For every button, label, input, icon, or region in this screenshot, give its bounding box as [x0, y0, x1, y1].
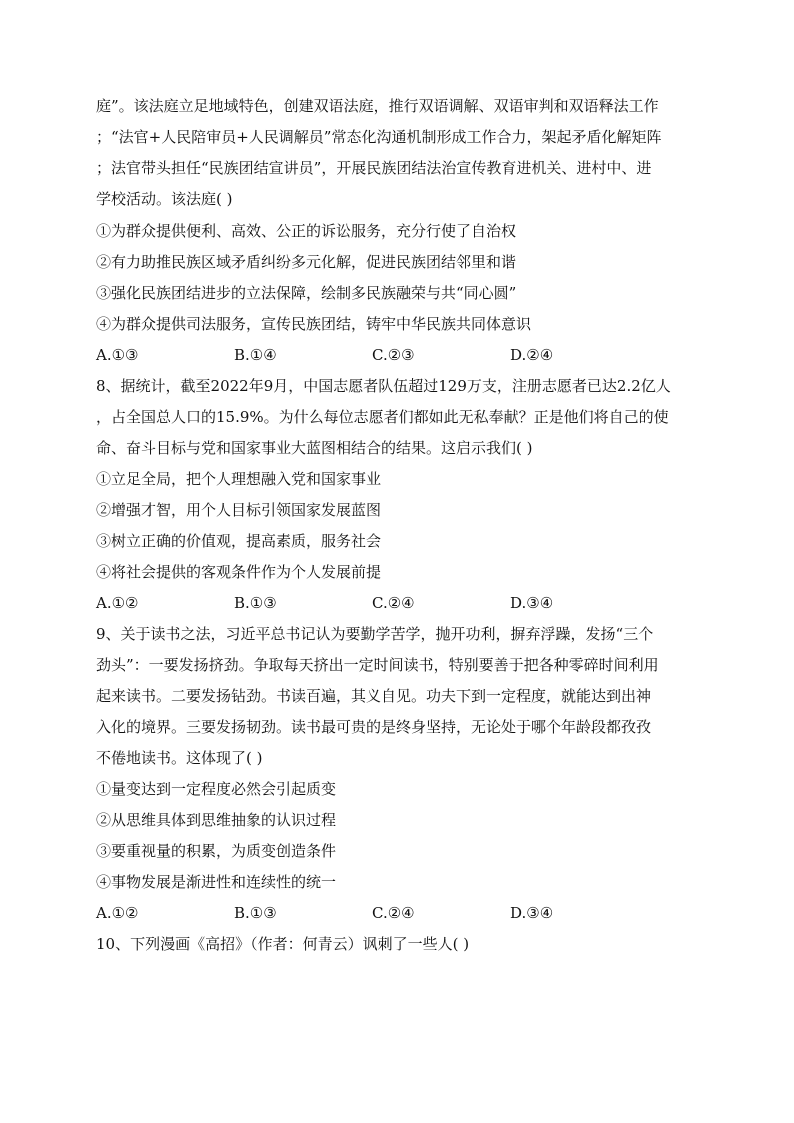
option-b[interactable]: B.①③ — [234, 904, 277, 922]
q8-options — [96, 592, 716, 614]
option-b[interactable]: B.①④ — [234, 346, 277, 364]
q9-statement: ①量变达到一定程度必然会引起质变 — [96, 780, 337, 798]
option-d[interactable]: D.③④ — [510, 594, 554, 612]
q9-stem-line: 起来读书。二要发扬钻劲。书读百遍，其义自见。功夫下到一定程度，就能达到出神 — [96, 687, 652, 705]
q9-stem-line: 入化的境界。三要发扬韧劲。读书最可贵的是终身坚持，无论处于哪个年龄段都孜孜 — [96, 718, 652, 736]
option-c[interactable]: C.②③ — [372, 346, 415, 364]
option-b[interactable]: B.①③ — [234, 594, 277, 612]
q10-stem-line: 10、下列漫画《高招》（作者：何青云）讽刺了一些人( ) — [96, 935, 470, 953]
option-d[interactable]: D.③④ — [510, 904, 554, 922]
q7-statement: ④为群众提供司法服务，宣传民族团结，铸牢中华民族共同体意识 — [96, 315, 532, 333]
q8-stem-line: 命、奋斗目标与党和国家事业大蓝图相结合的结果。这启示我们( ) — [96, 439, 533, 457]
q8-stem-line: ，占全国总人口的15.9%。为什么每位志愿者们都如此无私奉献？正是他们将自己的使 — [96, 408, 669, 426]
q7-stem-line: ；法官带头担任“民族团结宣讲员”，开展民族团结法治宣传教育进机关、进村中、进 — [96, 159, 652, 177]
q8-stem-line: 8、据统计，截至2022年9月，中国志愿者队伍超过129万支，注册志愿者已达2.2亿人 — [96, 377, 671, 395]
q9-statement: ②从思维具体到思维抽象的认识过程 — [96, 811, 337, 829]
q7-statement: ①为群众提供便利、高效、公正的诉讼服务，充分行使了自治权 — [96, 222, 517, 240]
q7-statement: ③强化民族团结进步的立法保障，绘制多民族融荣与共“同心圆” — [96, 284, 517, 302]
q9-stem-line: 9、关于读书之法，习近平总书记认为要勤学苦学，抛开功利，摒弃浮躁，发扬“三个 — [96, 625, 654, 643]
q8-statement: ④将社会提供的客观条件作为个人发展前提 — [96, 563, 382, 581]
q8-statement: ②增强才智，用个人目标引领国家发展蓝图 — [96, 501, 382, 519]
q9-stem-line: 不倦地读书。这体现了( ) — [96, 749, 263, 767]
q7-statement: ②有力助推民族区域矛盾纠纷多元化解，促进民族团结邻里和谐 — [96, 253, 517, 271]
option-a[interactable]: A.①③ — [96, 346, 139, 364]
option-a[interactable]: A.①② — [96, 904, 139, 922]
q7-stem-line: 学校活动。该法庭( ) — [96, 190, 233, 208]
q9-statement: ③要重视量的积累，为质变创造条件 — [96, 842, 337, 860]
option-c[interactable]: C.②④ — [372, 904, 415, 922]
option-d[interactable]: D.②④ — [510, 346, 554, 364]
q7-stem-line: ；“法官+人民陪审员+人民调解员”常态化沟通机制形成工作合力，架起矛盾化解矩阵 — [96, 128, 662, 146]
option-c[interactable]: C.②④ — [372, 594, 415, 612]
q9-statement: ④事物发展是渐进性和连续性的统一 — [96, 873, 337, 891]
option-a[interactable]: A.①② — [96, 594, 139, 612]
q9-stem-line: 劲头”：一要发扬挤劲。争取每天挤出一定时间读书，特别要善于把各种零碎时间利用 — [96, 656, 659, 674]
q8-statement: ③树立正确的价值观，提高素质，服务社会 — [96, 532, 382, 550]
q8-statement: ①立足全局，把个人理想融入党和国家事业 — [96, 470, 382, 488]
q7-stem-line: 庭”。该法庭立足地域特色，创建双语法庭，推行双语调解、双语审判和双语释法工作 — [96, 97, 659, 115]
q7-options — [96, 344, 716, 366]
q9-options — [96, 902, 716, 924]
